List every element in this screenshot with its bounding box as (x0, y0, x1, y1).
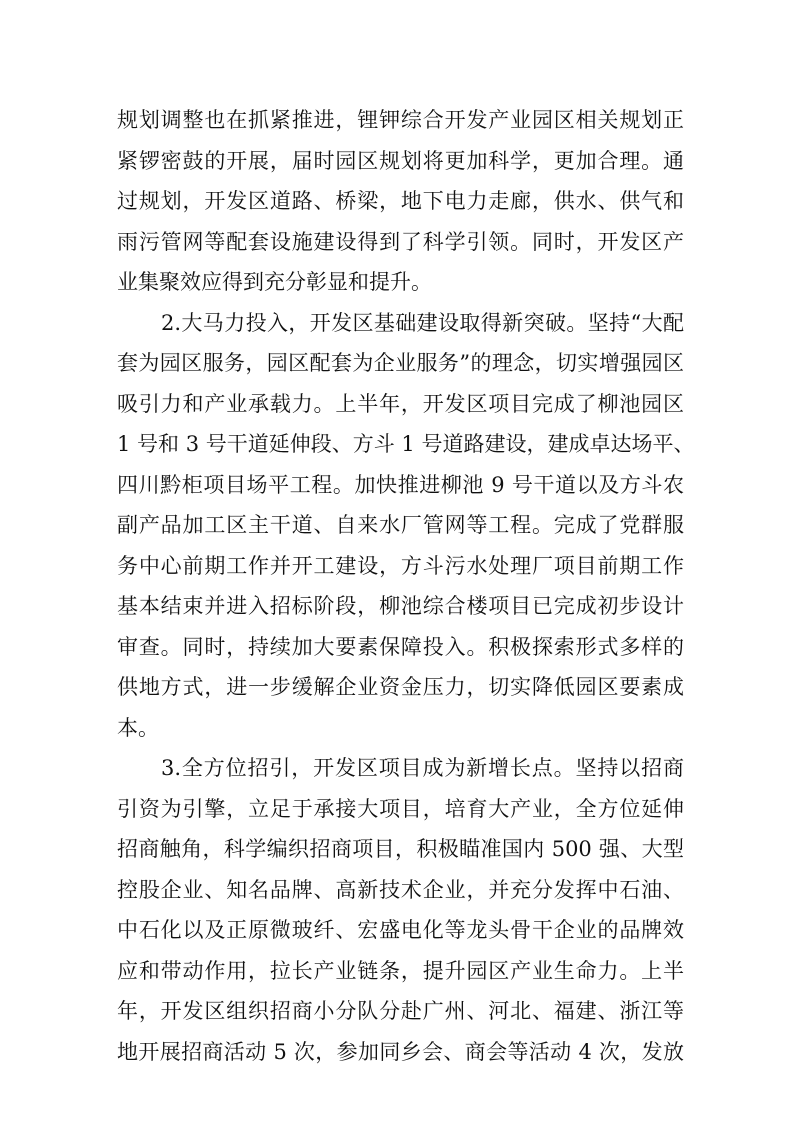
text-line: 应和带动作用，拉长产业链条，提升园区产业生命力。上半 (117, 958, 684, 983)
text-line: 规划调整也在抓紧推进，锂钾综合开发产业园区相关规划正 (117, 108, 684, 132)
text-line: 套为园区服务，园区配套为企业服务”的理念，切实增强园区 (117, 351, 684, 375)
text-line: 四川黔柜项目场平工程。加快推进柳池 9 号干道以及方斗农 (117, 472, 684, 497)
text-line: 业集聚效应得到充分彰显和提升。 (117, 270, 432, 294)
text-line: 招商触角，科学编织招商项目，积极瞄准国内 500 强、大型 (117, 837, 684, 861)
text-line: 审查。同时，持续加大要素保障投入。积极探索形式多样的 (117, 634, 684, 659)
text-line: 年，开发区组织招商小分队分赴广州、河北、福建、浙江等 (117, 999, 684, 1023)
text-line: 供地方式，进一步缓解企业资金压力，切实降低园区要素成 (117, 675, 684, 699)
text-line: 3.全方位招引，开发区项目成为新增长点。坚持以招商 (161, 756, 684, 780)
paragraph (117, 748, 684, 1072)
document-body (117, 100, 695, 1072)
text-line: 中石化以及正原微玻纤、宏盛电化等龙头骨干企业的品牌效 (117, 918, 684, 942)
text-line: 紧锣密鼓的开展，届时园区规划将更加科学，更加合理。通 (117, 148, 684, 173)
text-line: 副产品加工区主干道、自来水厂管网等工程。完成了党群服 (117, 513, 684, 537)
paragraph (117, 100, 684, 303)
text-line: 本。 (117, 715, 159, 740)
text-line: 地开展招商活动 5 次，参加同乡会、商会等活动 4 次，发放 (117, 1039, 684, 1064)
text-line: 2.大马力投入，开发区基础建设取得新突破。坚持“大配 (161, 310, 684, 335)
text-line: 1 号和 3 号干道延伸段、方斗 1 号道路建设，建成卓达场平、 (117, 432, 695, 456)
text-line: 雨污管网等配套设施建设得到了科学引领。同时，开发区产 (117, 229, 684, 254)
text-line: 引资为引擎，立足于承接大项目，培育大产业，全方位延伸 (117, 796, 684, 821)
text-line: 控股企业、知名品牌、高新技术企业，并充分发挥中石油、 (117, 877, 684, 902)
text-line: 务中心前期工作并开工建设，方斗污水处理厂项目前期工作 (117, 553, 684, 578)
paragraph (117, 303, 695, 749)
text-line: 吸引力和产业承载力。上半年，开发区项目完成了柳池园区 (117, 391, 684, 416)
text-line: 过规划，开发区道路、桥梁，地下电力走廊，供水、供气和 (117, 189, 684, 213)
text-line: 基本结束并进入招标阶段，柳池综合楼项目已完成初步设计 (117, 594, 684, 618)
